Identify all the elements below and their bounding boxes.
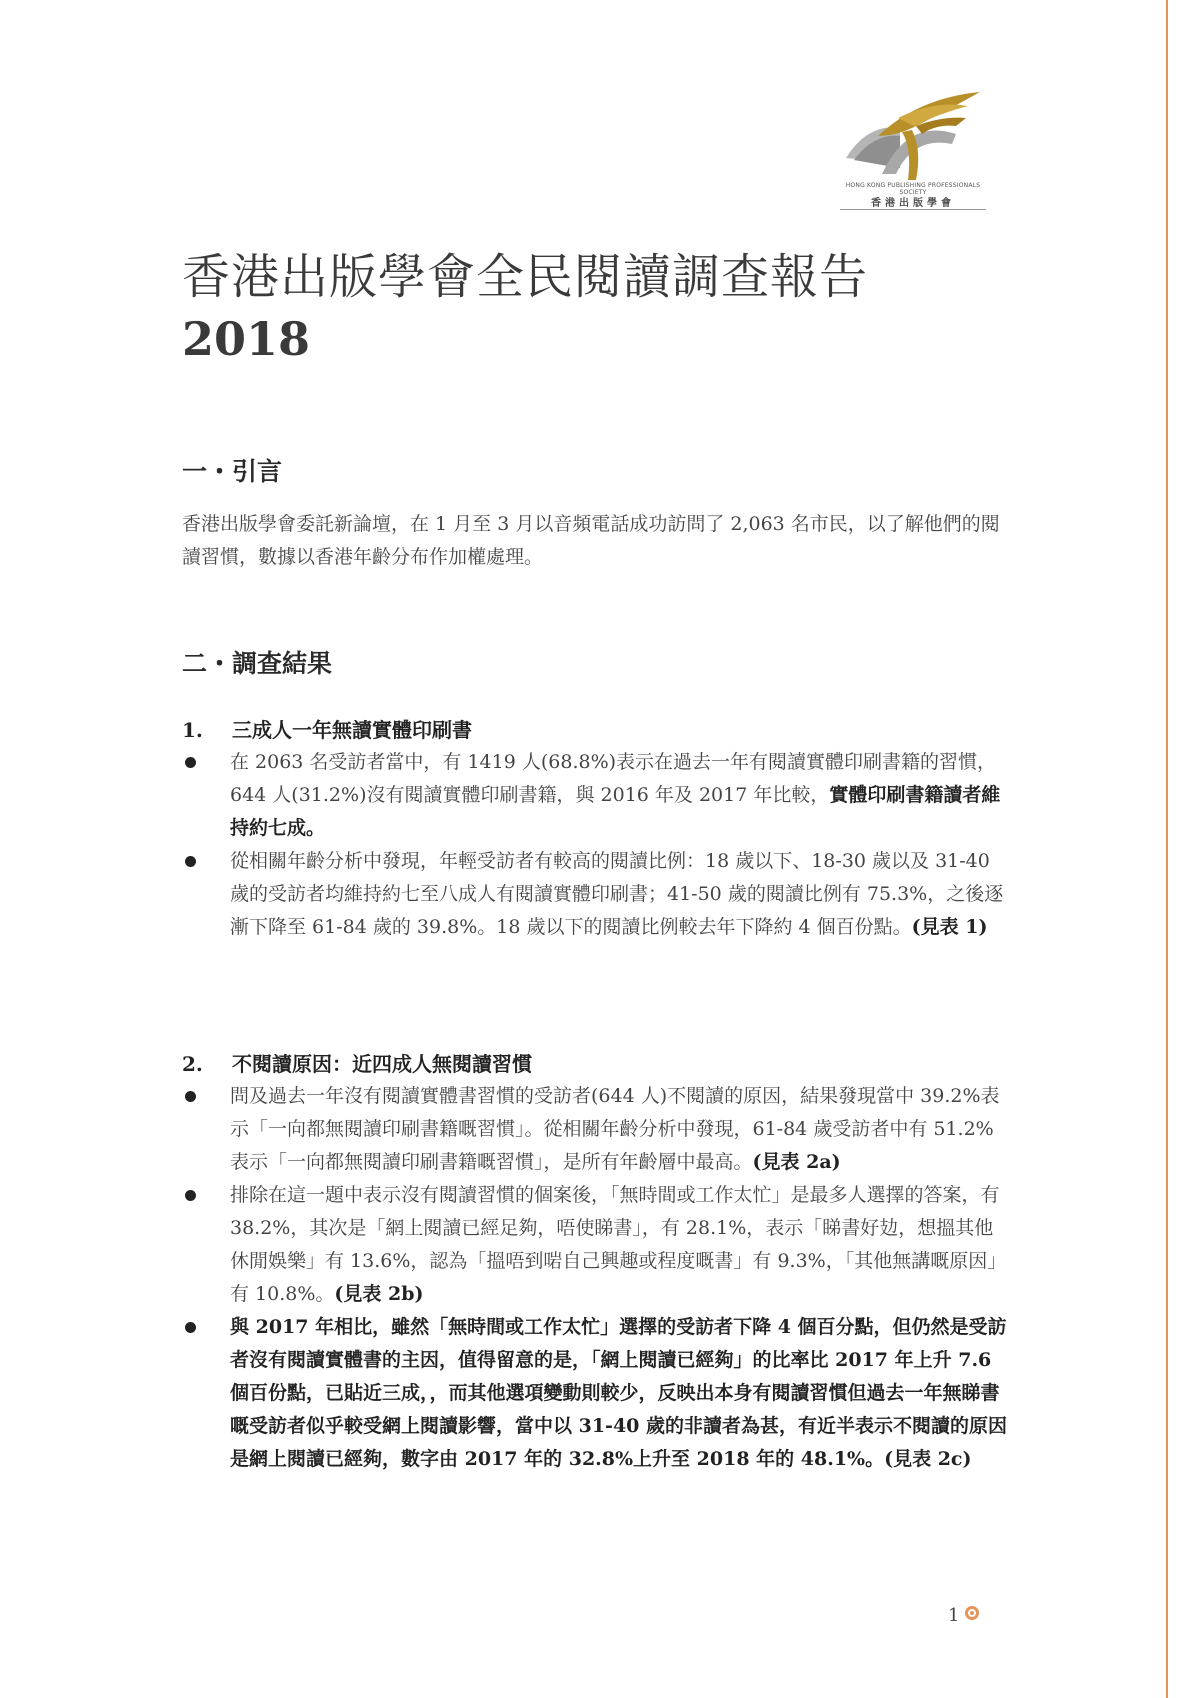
finding-1-bullet-2 <box>182 845 1012 944</box>
finding-2-bullets <box>182 1080 1012 1476</box>
report-year: 2018 <box>182 312 311 366</box>
page-ring-icon <box>965 1606 979 1620</box>
right-margin-rule <box>1166 0 1168 1698</box>
finding-2-title: 不閱讀原因：近四成人無閱讀習慣 <box>232 1052 532 1076</box>
society-logo <box>838 88 988 220</box>
report-title: 香港出版學會全民閱讀調查報告 <box>182 249 869 305</box>
bullet-dot-icon <box>185 757 196 768</box>
finding-2-bullet-1-ref: (見表 2a) <box>752 1151 841 1173</box>
logo-english-name: HONG KONG PUBLISHING PROFESSIONALS SOCIETY <box>845 182 981 196</box>
section-heading-results: 二・調查結果 <box>182 649 333 678</box>
logo-underline <box>840 209 986 210</box>
logo-emblem-icon <box>838 88 988 188</box>
finding-2-bullet-2 <box>182 1179 1012 1311</box>
finding-2-bullet-1-text: 問及過去一年沒有閱讀實體書習慣的受訪者(644 人)不閱讀的原因，結果發現當中 39.2%表示「一向都無閱讀印刷書籍嘅習慣」。從相關年齡分析中發現，61-84 歲受訪者中有 51.2%表示「一向都無閱讀印刷書籍嘅習慣」，是所有年齡層中最高。 <box>230 1085 1000 1173</box>
finding-1-bullet-1-text: 在 2063 名受訪者當中，有 1419 人(68.8%)表示在過去一年有閱讀實體印刷書籍的習慣，644 人(31.2%)沒有閱讀實體印刷書籍，與 2016 年及 2017 年比較， <box>230 751 997 806</box>
finding-1-bullet-2-text: 從相關年齡分析中發現，年輕受訪者有較高的閱讀比例：18 歲以下、18-30 歲以及 31-40 歲的受訪者均維持約七至八成人有閱讀實體印刷書；41-50 歲的閱讀比例有 75.3%，之後逐漸下降至 61-84 歲的 39.8%。18 歲以下的閱讀比例較去年下降約 4 個百份點。 <box>230 850 1004 938</box>
finding-2-bullet-3-text: 與 2017 年相比，雖然「無時間或工作太忙」選擇的受訪者下降 4 個百分點，但仍然是受訪者沒有閱讀實體書的主因，值得留意的是，「網上閱讀已經夠」的比率比 2017 年上升 7.6 個百份點，已貼近三成，，而其他選項變動則較少，反映出本身有閱讀習慣但過去一年無睇書嘅受訪者似乎較受網上閱讀影響，當中以 31-40 歲的非讀者為甚，有近半表示不閱讀的原因是網上閱讀已經夠，數字由 2017 年的 32.8%上升至 2018 年的 48.1%。(見表 2c) <box>230 1316 1007 1470</box>
bullet-dot-icon <box>185 856 196 867</box>
page-number: 1 <box>948 1605 960 1626</box>
finding-2-bullet-1 <box>182 1080 1012 1179</box>
finding-2-bullet-2-ref: (見表 2b) <box>334 1283 424 1305</box>
finding-1-title: 三成人一年無讀實體印刷書 <box>232 718 472 742</box>
bullet-dot-icon <box>185 1322 196 1333</box>
finding-1-number: 1. <box>182 718 203 742</box>
bullet-dot-icon <box>185 1091 196 1102</box>
finding-1-heading <box>182 714 472 743</box>
finding-1-bullet-2-ref: (見表 1) <box>911 916 988 938</box>
finding-2-bullet-3 <box>182 1311 1012 1476</box>
introduction-paragraph: 香港出版學會委託新論壇，在 1 月至 3 月以音頻電話成功訪問了 2,063 名市民，以了解他們的閱讀習慣，數據以香港年齡分布作加權處理。 <box>182 513 1000 568</box>
finding-2-number: 2. <box>182 1052 203 1076</box>
finding-1-bullet-1 <box>182 746 1012 845</box>
finding-2-bullet-2-text: 排除在這一題中表示沒有閱讀習慣的個案後，「無時間或工作太忙」是最多人選擇的答案，有 38.2%，其次是「網上閱讀已經足夠，唔使睇書」，有 28.1%，表示「睇書好攰，想搵其他休閒娛樂」有 13.6%，認為「搵唔到啱自己興趣或程度嘅書」有 9.3%，「其他無講嘅原因」有 10.8%。 <box>230 1184 1007 1305</box>
section-heading-introduction: 一・引言 <box>182 457 283 486</box>
finding-1-bullets <box>182 746 1012 944</box>
finding-1-bullet-1-emphasis: 實體印刷書籍讀者維持約七成。 <box>230 784 1001 839</box>
logo-chinese-name: 香港出版學會 <box>871 198 955 209</box>
finding-2-heading <box>182 1048 532 1077</box>
bullet-dot-icon <box>185 1190 196 1201</box>
